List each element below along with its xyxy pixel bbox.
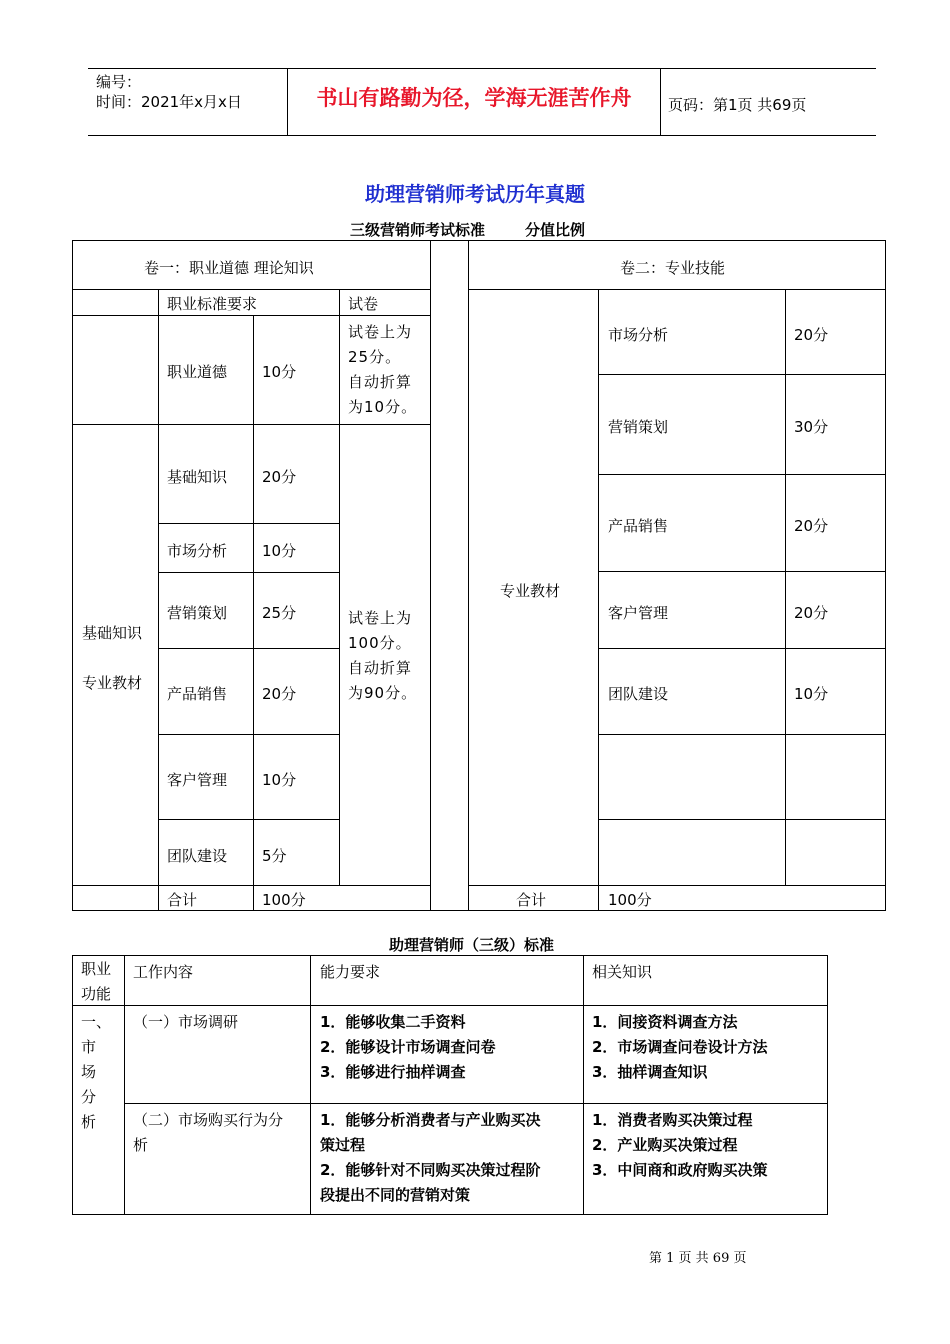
- item-name: 产品销售: [167, 685, 228, 703]
- ability-line: 3．能够进行抽样调查: [320, 1063, 466, 1081]
- knowledge-line: 1．消费者购买决策过程: [592, 1111, 753, 1129]
- right-item-score: 20分: [794, 604, 829, 622]
- header-top-rule: [88, 68, 876, 69]
- right-empty-cell: [598, 819, 786, 886]
- func-label: [81, 1010, 111, 1135]
- note-line: 自动折算: [348, 373, 413, 391]
- group-line-2: 专业教材: [82, 674, 143, 692]
- blank-cell: [72, 289, 159, 316]
- knowledge-header: 相关知识: [592, 963, 653, 981]
- knowledge-content: [592, 1010, 767, 1085]
- table2-title: 助理营销师（三级）标准: [389, 936, 555, 954]
- note-line: 为10分。: [348, 398, 418, 416]
- ability-content: [320, 1010, 495, 1085]
- group-line-1: 基础知识: [82, 624, 143, 642]
- knowledge-line: 3．中间商和政府购买决策: [592, 1161, 768, 1179]
- item-score: 5分: [262, 847, 287, 865]
- caption-ratio: 分值比例: [525, 221, 586, 239]
- right-empty-cell: [785, 819, 886, 886]
- knowledge-line: 2．市场调查问卷设计方法: [592, 1038, 768, 1056]
- func-line: 市: [81, 1038, 97, 1056]
- caption-standard: 三级营销师考试标准: [350, 221, 486, 239]
- item-score: 10分: [262, 542, 297, 560]
- note-line: 100分。: [348, 634, 412, 652]
- item-score: 20分: [262, 685, 297, 703]
- standard-header: 职业标准要求: [167, 295, 258, 313]
- item-name: 市场分析: [167, 542, 228, 560]
- func-line: 场: [81, 1063, 97, 1081]
- note-line: 试卷上为: [348, 609, 413, 627]
- header-line: 功能: [81, 985, 112, 1003]
- header-motto: 书山有路勤为径，学海无涯苦作舟: [316, 86, 632, 110]
- items-note: [348, 606, 417, 706]
- page-footer: 第 1 页 共 69 页: [649, 1251, 747, 1266]
- note-line: 25分。: [348, 348, 402, 366]
- right-item-name: 客户管理: [608, 604, 669, 622]
- work-line: （二）市场购买行为分: [133, 1111, 284, 1129]
- right-empty-cell: [785, 734, 886, 820]
- right-total-label: 合计: [516, 891, 547, 909]
- func-line: 一、: [81, 1013, 112, 1031]
- func-line: 分: [81, 1088, 97, 1106]
- right-item-score: 30分: [794, 418, 829, 436]
- right-item-name: 产品销售: [608, 517, 669, 535]
- right-item-score: 20分: [794, 517, 829, 535]
- spacer-column: [430, 240, 469, 911]
- work-content: [133, 1010, 238, 1035]
- total-label: 合计: [167, 891, 198, 909]
- right-empty-cell: [598, 734, 786, 820]
- work-header: 工作内容: [133, 963, 194, 981]
- ability-header: 能力要求: [320, 963, 381, 981]
- ability-line: 1．能够分析消费者与产业购买决: [320, 1111, 541, 1129]
- document-time: 时间：2021年x月x日: [96, 93, 242, 111]
- item-name: 客户管理: [167, 771, 228, 789]
- knowledge-line: 3．抽样调查知识: [592, 1063, 708, 1081]
- ability-line: 策过程: [320, 1136, 366, 1154]
- ability-line: 2．能够针对不同购买决策过程阶: [320, 1161, 541, 1179]
- item-name: 营销策划: [167, 604, 228, 622]
- right-total-value: 100分: [608, 891, 652, 909]
- header-divider-right: [660, 68, 661, 136]
- knowledge-line: 1．间接资料调查方法: [592, 1013, 738, 1031]
- ethics-name: 职业道德: [167, 363, 228, 381]
- item-score: 25分: [262, 604, 297, 622]
- ethics-score: 10分: [262, 363, 297, 381]
- knowledge-line: 2．产业购买决策过程: [592, 1136, 738, 1154]
- item-name: 基础知识: [167, 468, 228, 486]
- paper2-title: 卷二：专业技能: [620, 259, 726, 277]
- right-item-score: 20分: [794, 326, 829, 344]
- exam-header: 试卷: [348, 295, 379, 313]
- right-group: 专业教材: [500, 582, 561, 600]
- header-bottom-rule: [88, 135, 876, 136]
- right-item-name: 营销策划: [608, 418, 669, 436]
- knowledge-content: [592, 1108, 767, 1183]
- item-name: 团队建设: [167, 847, 228, 865]
- document-number: 编号：: [96, 73, 142, 91]
- blank-cell: [72, 315, 159, 425]
- func-line: 析: [81, 1113, 97, 1131]
- work-content: [133, 1108, 283, 1158]
- work-line: （一）市场调研: [133, 1013, 239, 1031]
- ability-line: 1．能够收集二手资料: [320, 1013, 466, 1031]
- header-line: 职业: [81, 960, 112, 978]
- note-line: 自动折算: [348, 659, 413, 677]
- item-score: 10分: [262, 771, 297, 789]
- func-header: [81, 957, 111, 1007]
- item-score: 20分: [262, 468, 297, 486]
- total-value: 100分: [262, 891, 306, 909]
- right-item-score: 10分: [794, 685, 829, 703]
- note-line: 为90分。: [348, 684, 418, 702]
- ability-content: [320, 1108, 540, 1208]
- right-item-name: 市场分析: [608, 326, 669, 344]
- work-line: 析: [133, 1136, 149, 1154]
- table1-caption: [350, 219, 585, 240]
- right-item-name: 团队建设: [608, 685, 669, 703]
- note-line: 试卷上为: [348, 323, 413, 341]
- blank-cell: [72, 885, 159, 911]
- ability-line: 2．能够设计市场调查问卷: [320, 1038, 496, 1056]
- ethics-note: [348, 320, 417, 420]
- page-title: 助理营销师考试历年真题: [365, 182, 585, 206]
- group-cell: [72, 424, 159, 886]
- paper1-title: 卷一：职业道德 理论知识: [144, 259, 314, 277]
- page-code: 页码：第1页 共69页: [668, 96, 807, 114]
- ability-line: 段提出不同的营销对策: [320, 1186, 471, 1204]
